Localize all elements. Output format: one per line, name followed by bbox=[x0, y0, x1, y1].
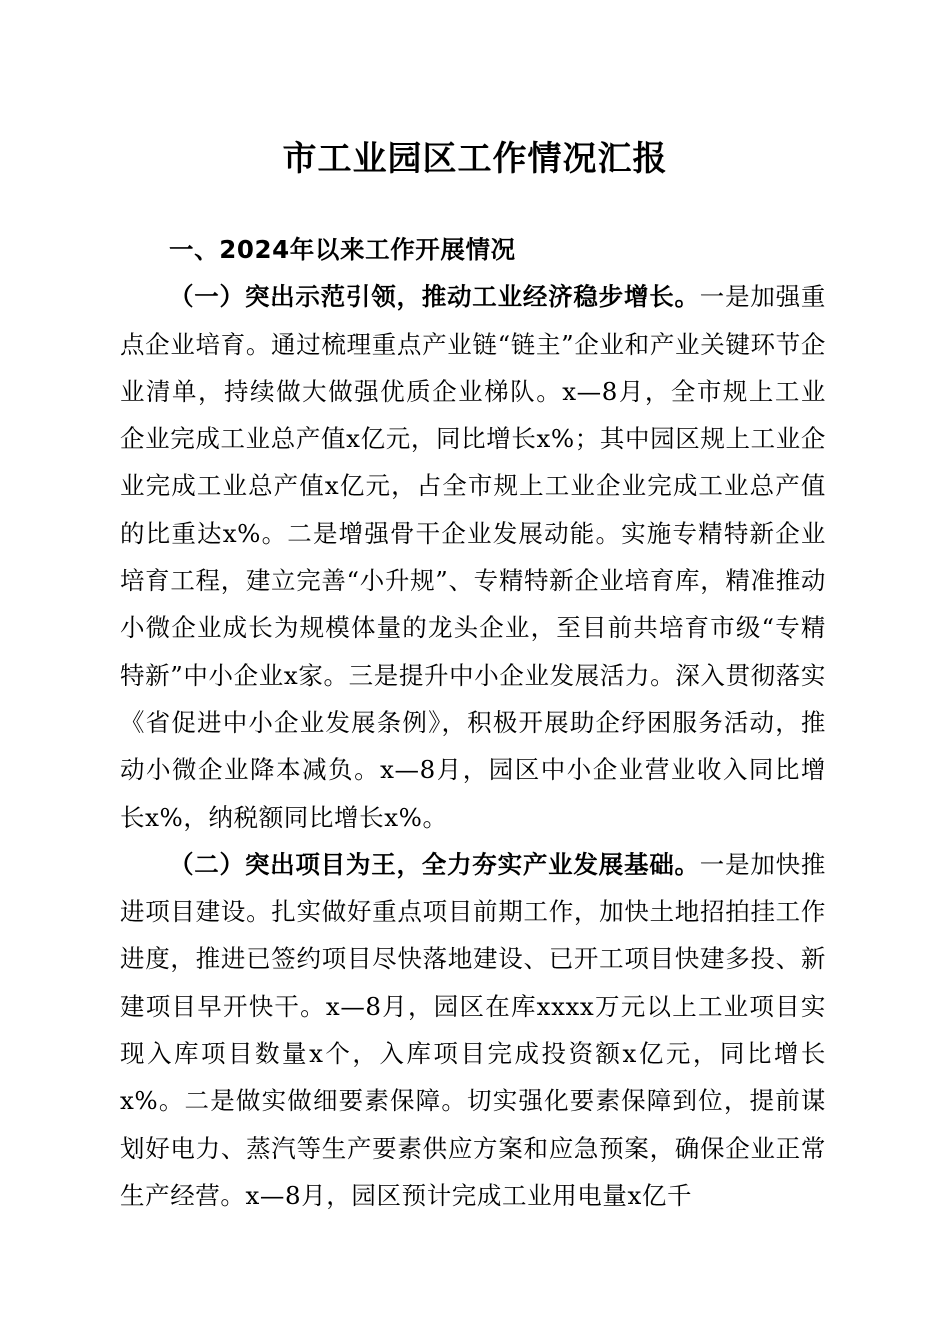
section-heading: 一、2024年以来工作开展情况 bbox=[169, 235, 516, 264]
paragraph-1-lead: （一）突出示范引领，推动工业经济稳步增长。 bbox=[169, 282, 700, 312]
paragraph-2 bbox=[120, 841, 826, 1219]
paragraph-2-text: 一是加快推进项目建设。扎实做好重点项目前期工作，加快土地招拍挂工作进度，推进已签约项目尽快落地建设、已开工项目快建多投、新建项目早开快干。x—8月，园区在库xxxx万元以上工业项目实现入库项目数量x个，入库项目完成投资额x亿元，同比增长x%。二是做实做细要素保障。切实强化要素保障到位，提前谋划好电力、蒸汽等生产要素供应方案和应急预案，确保企业正常生产经营。x—8月，园区预计完成工业用电量x亿千 bbox=[120, 849, 826, 1210]
document-body bbox=[120, 226, 826, 1219]
paragraph-2-lead: （二）突出项目为王，全力夯实产业发展基础。 bbox=[169, 849, 700, 879]
paragraph-1-text: 一是加强重点企业培育。通过梳理重点产业链“链主”企业和产业关键环节企业清单，持续做大做强优质企业梯队。x—8月，全市规上工业企业完成工业总产值x亿元，同比增长x%；其中园区规上工业企业完成工业总产值x亿元，占全市规上工业企业完成工业总产值的比重达x%。二是增强骨干企业发展动能。实施专精特新企业培育工程，建立完善“小升规”、专精特新企业培育库，精准推动小微企业成长为规模体量的龙头企业，至目前共培育市级“专精特新”中小企业x家。三是提升中小企业发展活力。深入贯彻落实《省促进中小企业发展条例》，积极开展助企纾困服务活动，推动小微企业降本减负。x—8月，园区中小企业营业收入同比增长x%，纳税额同比增长x%。 bbox=[120, 282, 826, 832]
document-title: 市工业园区工作情况汇报 bbox=[282, 139, 668, 179]
paragraph-1 bbox=[120, 273, 826, 841]
